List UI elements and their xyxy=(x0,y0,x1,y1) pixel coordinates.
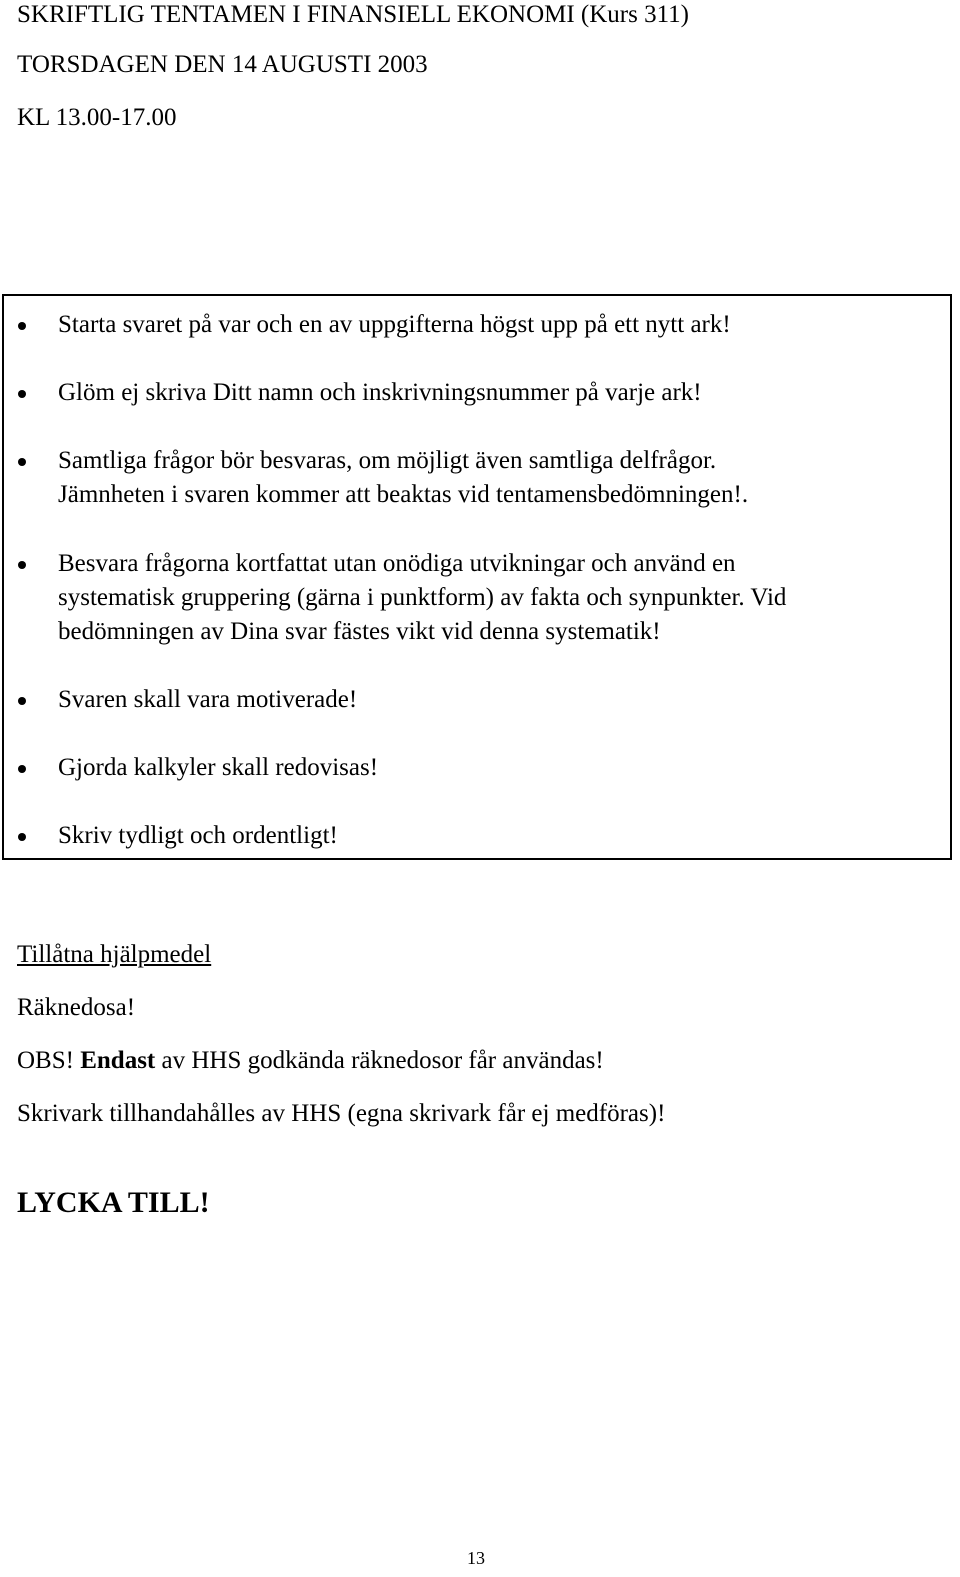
instruction-item: Starta svaret på var och en av uppgifterna högst upp på ett nytt ark! xyxy=(58,311,731,338)
aids-heading: Tillåtna hjälpmedel xyxy=(17,941,212,968)
obs-emphasis: Endast xyxy=(80,1047,156,1074)
instruction-item-continued: systematisk gruppering (gärna i punktform) av fakta och synpunkter. Vid xyxy=(58,584,787,611)
course-title: SKRIFTLIG TENTAMEN I FINANSIELL EKONOMI (Kurs 311) xyxy=(17,1,690,28)
bullet-icon xyxy=(18,322,26,330)
instruction-item: Skriv tydligt och ordentligt! xyxy=(58,822,338,849)
obs-rest: av HHS godkända räknedosor får användas! xyxy=(161,1047,604,1074)
instruction-item: Samtliga frågor bör besvaras, om möjligt även samtliga delfrågor. xyxy=(58,447,717,474)
bullet-icon xyxy=(18,561,26,569)
bullet-icon xyxy=(18,458,26,466)
exam-date: TORSDAGEN DEN 14 AUGUSTI 2003 xyxy=(17,51,428,78)
instruction-item: Svaren skall vara motiverade! xyxy=(58,686,358,713)
instructions-box xyxy=(2,294,952,860)
aids-obs-note xyxy=(17,1046,604,1076)
exam-time: KL 13.00-17.00 xyxy=(17,104,177,131)
bullet-icon xyxy=(18,697,26,705)
closing-greeting: LYCKA TILL! xyxy=(17,1186,210,1219)
obs-prefix: OBS! xyxy=(17,1047,74,1074)
instruction-item: Besvara frågorna kortfattat utan onödiga utvikningar och använd en xyxy=(58,550,736,577)
aids-printer-note: Skrivark tillhandahålles av HHS (egna skrivark får ej medföras)! xyxy=(17,1100,666,1127)
instruction-item: Gjorda kalkyler skall redovisas! xyxy=(58,754,379,781)
instruction-item-continued: Jämnheten i svaren kommer att beaktas vid tentamensbedömningen!. xyxy=(58,481,749,508)
instruction-item-continued: bedömningen av Dina svar fästes vikt vid denna systematik! xyxy=(58,618,661,645)
page-number: 13 xyxy=(467,1548,485,1568)
bullet-icon xyxy=(18,390,26,398)
instruction-item: Glöm ej skriva Ditt namn och inskrivningsnummer på varje ark! xyxy=(58,379,702,406)
bullet-icon xyxy=(18,765,26,773)
aids-calculator: Räknedosa! xyxy=(17,994,136,1021)
bullet-icon xyxy=(18,833,26,841)
